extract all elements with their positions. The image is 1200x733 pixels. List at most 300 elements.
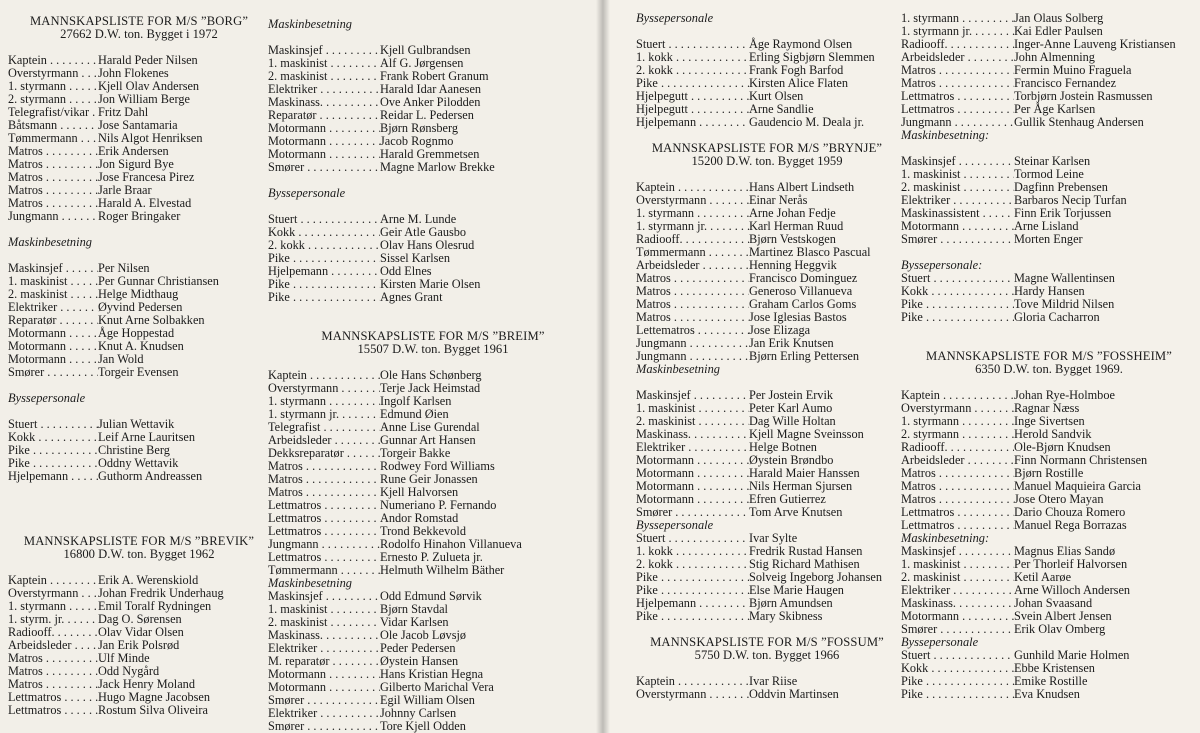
crew-name: Anne Lise Gurendal bbox=[380, 420, 480, 434]
ship-details: 5750 D.W. ton. Bygget 1966 bbox=[694, 648, 840, 662]
crew-name: Kirsten Marie Olsen bbox=[380, 277, 481, 291]
crew-role: Arbeidsleder . . . bbox=[901, 51, 1014, 64]
line-spacer bbox=[268, 304, 598, 317]
crew-role: Maskinsjef . . . bbox=[901, 545, 1014, 558]
crew-name: Hugo Magne Jacobsen bbox=[98, 690, 211, 704]
crew-role: Kaptein . . . bbox=[636, 675, 749, 688]
ship-details: 15507 D.W. ton. Bygget 1961 bbox=[357, 342, 509, 356]
crew-role: 1. styrm. jr. . . . bbox=[8, 613, 98, 626]
crew-name: Bjørn Erling Pettersen bbox=[749, 349, 859, 363]
crew-role: Kaptein . . . bbox=[901, 389, 1014, 402]
crew-name: Egil William Olsen bbox=[380, 693, 475, 707]
crew-name: Tom Arve Knutsen bbox=[749, 505, 843, 519]
crew-role: Overstyrmann . . . bbox=[636, 194, 749, 207]
section-title: Byssepersonale bbox=[636, 11, 714, 25]
left-page-column-1 bbox=[8, 15, 270, 717]
crew-role: Motormann . . . bbox=[901, 220, 1014, 233]
crew-role: Kokk . . . bbox=[901, 662, 1014, 675]
crew-role: Matros . . . bbox=[636, 311, 749, 324]
crew-row bbox=[636, 688, 898, 701]
crew-name: Jose Elizaga bbox=[749, 323, 811, 337]
crew-name: Arne M. Lunde bbox=[380, 212, 457, 226]
crew-row bbox=[8, 210, 270, 223]
crew-name: Efren Gutierrez bbox=[749, 492, 826, 506]
crew-name: Edmund Øien bbox=[380, 407, 449, 421]
crew-role: Maskinsjef . . . bbox=[268, 590, 380, 603]
crew-role: 2. styrmann . . . bbox=[901, 428, 1014, 441]
section-title: Byssepersonale bbox=[268, 186, 346, 200]
crew-role: 2. maskinist . . . bbox=[268, 616, 380, 629]
crew-name: Jan Olaus Solberg bbox=[1014, 11, 1104, 25]
crew-name: Dario Chouza Romero bbox=[1014, 505, 1126, 519]
crew-role: Pike . . . bbox=[8, 444, 98, 457]
crew-name: Finn Normann Christensen bbox=[1014, 453, 1148, 467]
crew-name: Helmuth Wilhelm Bäther bbox=[380, 563, 505, 577]
crew-name: Helge Midthaug bbox=[98, 287, 179, 301]
crew-name: Sissel Karlsen bbox=[380, 251, 451, 265]
crew-name: Karl Herman Ruud bbox=[749, 219, 844, 233]
crew-role: Stuert . . . bbox=[901, 649, 1014, 662]
crew-name: Johan Fredrik Underhaug bbox=[98, 586, 224, 600]
crew-role: Matros . . . bbox=[901, 480, 1014, 493]
crew-role: Lettmatros . . . bbox=[901, 506, 1014, 519]
crew-role: Smører . . . bbox=[901, 623, 1014, 636]
crew-role: Matros . . . bbox=[268, 460, 380, 473]
crew-name: Torgeir Evensen bbox=[98, 365, 179, 379]
crew-name: Reidar L. Pedersen bbox=[380, 108, 474, 122]
crew-name: Erik Andersen bbox=[98, 144, 169, 158]
crew-name: Fritz Dahl bbox=[98, 105, 149, 119]
crew-list-heading: MANNSKAPSLISTE FOR M/S ”BREIM” bbox=[321, 329, 545, 343]
crew-row bbox=[901, 233, 1197, 246]
crew-name: Agnes Grant bbox=[380, 290, 443, 304]
crew-role: Maskinass. . . . bbox=[901, 597, 1014, 610]
crew-role: Pike . . . bbox=[268, 278, 380, 291]
crew-role: Matros . . . bbox=[901, 64, 1014, 77]
crew-name: Steinar Karlsen bbox=[1014, 154, 1091, 168]
crew-name: Åge Hoppestad bbox=[98, 326, 175, 340]
line-spacer bbox=[901, 324, 1197, 337]
crew-role: Matros . . . bbox=[8, 652, 98, 665]
crew-name: Peter Karl Aumo bbox=[749, 401, 833, 415]
crew-name: Frank Fogh Barfod bbox=[749, 63, 844, 77]
ship-details: 6350 D.W. ton. Bygget 1969. bbox=[975, 362, 1123, 376]
crew-row bbox=[268, 161, 598, 174]
crew-role: Tømmermann . . . bbox=[636, 246, 749, 259]
crew-name: Ingolf Karlsen bbox=[380, 394, 452, 408]
crew-role: Motormann . . . bbox=[636, 454, 749, 467]
crew-name: Gloria Cacharron bbox=[1014, 310, 1100, 324]
crew-name: Kjell Gulbrandsen bbox=[380, 43, 471, 57]
crew-name: Finn Erik Torjussen bbox=[1014, 206, 1112, 220]
crew-name: Åge Raymond Olsen bbox=[749, 37, 853, 51]
crew-name: Herold Sandvik bbox=[1014, 427, 1092, 441]
section-title: Maskinbesetning bbox=[8, 235, 92, 249]
crew-role: Lettmatros . . . bbox=[8, 704, 98, 717]
crew-name: Knut Arne Solbakken bbox=[98, 313, 205, 327]
crew-role: Telegrafist . . . bbox=[268, 421, 380, 434]
crew-name: Ebbe Kristensen bbox=[1014, 661, 1095, 675]
crew-name: Ove Anker Pilodden bbox=[380, 95, 481, 109]
crew-name: Ole Jacob Løvsjø bbox=[380, 628, 467, 642]
crew-name: Jose Iglesias Bastos bbox=[749, 310, 847, 324]
crew-role: Matros . . . bbox=[8, 184, 98, 197]
crew-role: Lettmatros . . . bbox=[901, 519, 1014, 532]
crew-role: Hjelpemann . . . bbox=[268, 265, 380, 278]
crew-name: Numeriano P. Fernando bbox=[380, 498, 497, 512]
crew-role: Kokk . . . bbox=[268, 226, 380, 239]
crew-row bbox=[268, 252, 598, 265]
crew-role: 2. maskinist . . . bbox=[901, 571, 1014, 584]
crew-name: Jon Sigurd Bye bbox=[98, 157, 174, 171]
crew-name: Leif Arne Lauritsen bbox=[98, 430, 195, 444]
crew-name: Hardy Hansen bbox=[1014, 284, 1085, 298]
crew-role: Jungmann . . . bbox=[901, 116, 1014, 129]
crew-role: 1. styrmann . . . bbox=[8, 80, 98, 93]
crew-role: Lettmatros . . . bbox=[268, 525, 380, 538]
crew-role: Radiooff. . . . bbox=[901, 441, 1014, 454]
crew-name: Bjørn Vestskogen bbox=[749, 232, 836, 246]
crew-role: Pike . . . bbox=[636, 571, 749, 584]
crew-role: Stuert . . . bbox=[636, 532, 749, 545]
crew-role: 1. styrmann . . . bbox=[636, 207, 749, 220]
crew-name: Bjørn Rostille bbox=[1014, 466, 1084, 480]
crew-row bbox=[268, 291, 598, 304]
line-spacer bbox=[8, 496, 270, 509]
crew-role: Matros . . . bbox=[8, 158, 98, 171]
crew-role: Pike . . . bbox=[901, 688, 1014, 701]
crew-role: Motormann . . . bbox=[268, 148, 380, 161]
crew-role: Elektriker . . . bbox=[901, 584, 1014, 597]
right-page-column-1 bbox=[636, 12, 898, 701]
crew-name: Inger-Anne Lauveng Kristiansen bbox=[1014, 37, 1176, 51]
crew-role: 2. styrmann . . . bbox=[8, 93, 98, 106]
crew-name: Julian Wettavik bbox=[98, 417, 175, 431]
crew-role: Jungmann . . . bbox=[8, 210, 98, 223]
crew-name: Alf G. Jørgensen bbox=[380, 56, 464, 70]
crew-role: Pike . . . bbox=[901, 298, 1014, 311]
crew-role: Arbeidsleder . . . bbox=[636, 259, 749, 272]
crew-name: Arne Lisland bbox=[1014, 219, 1079, 233]
crew-name: Henning Heggvik bbox=[749, 258, 837, 272]
crew-role: Kaptein . . . bbox=[268, 369, 380, 382]
crew-name: Ernesto P. Zulueta jr. bbox=[380, 550, 483, 564]
crew-name: Magnus Elias Sandø bbox=[1014, 544, 1116, 558]
crew-role: Pike . . . bbox=[268, 252, 380, 265]
right-page-column-2 bbox=[901, 12, 1197, 701]
crew-name: Jose Francesa Pirez bbox=[98, 170, 195, 184]
crew-role: Matros . . . bbox=[8, 145, 98, 158]
crew-name: Tormod Leine bbox=[1014, 167, 1084, 181]
crew-role: Elektriker . . . bbox=[8, 301, 98, 314]
crew-name: Francisco Fernandez bbox=[1014, 76, 1117, 90]
crew-name: Generoso Villanueva bbox=[749, 284, 853, 298]
crew-list-heading: MANNSKAPSLISTE FOR M/S ”BORG” bbox=[29, 14, 249, 28]
crew-role: Reparatør . . . bbox=[268, 109, 380, 122]
crew-role: Motormann . . . bbox=[268, 122, 380, 135]
crew-name: Ragnar Næss bbox=[1014, 401, 1080, 415]
crew-row bbox=[636, 116, 898, 129]
crew-row bbox=[268, 720, 598, 733]
crew-name: Bjørn Stavdal bbox=[380, 602, 448, 616]
crew-role: Maskinsjef . . . bbox=[636, 389, 749, 402]
crew-role: Stuert . . . bbox=[8, 418, 98, 431]
crew-role: 2. maskinist . . . bbox=[268, 70, 380, 83]
crew-name: Jon William Berge bbox=[98, 92, 190, 106]
crew-name: Harald A. Elvestad bbox=[98, 196, 192, 210]
crew-name: Per Thorleif Halvorsen bbox=[1014, 557, 1128, 571]
crew-name: Ivar Sylte bbox=[749, 531, 798, 545]
crew-name: Roger Bringaker bbox=[98, 209, 181, 223]
crew-name: Ole Hans Schønberg bbox=[380, 368, 482, 382]
crew-role: Motormann . . . bbox=[268, 681, 380, 694]
crew-name: Barbaros Necip Turfan bbox=[1014, 193, 1127, 207]
crew-role: Maskinsjef . . . bbox=[268, 44, 380, 57]
crew-list-heading: MANNSKAPSLISTE FOR M/S ”FOSSUM” bbox=[650, 635, 884, 649]
crew-name: Erik A. Werenskiold bbox=[98, 573, 199, 587]
crew-role: 1. styrmann . . . bbox=[268, 395, 380, 408]
crew-role: Motormann . . . bbox=[8, 353, 98, 366]
crew-role: Pike . . . bbox=[636, 584, 749, 597]
crew-name: Nils Herman Sjursen bbox=[749, 479, 853, 493]
crew-role: Kaptein . . . bbox=[8, 574, 98, 587]
crew-role: Dekksreparatør . . . bbox=[268, 447, 380, 460]
crew-name: Kjell Olav Andersen bbox=[98, 79, 200, 93]
crew-name: Geir Atle Gausbo bbox=[380, 225, 467, 239]
crew-role: 2. kokk . . . bbox=[636, 64, 749, 77]
crew-role: Arbeidsleder . . . bbox=[268, 434, 380, 447]
crew-role: 2. maskinist . . . bbox=[901, 181, 1014, 194]
crew-name: Gilberto Marichal Vera bbox=[380, 680, 494, 694]
crew-role: Pike . . . bbox=[901, 675, 1014, 688]
crew-name: Per Gunnar Christiansen bbox=[98, 274, 219, 288]
crew-role: Hjelpegutt . . . bbox=[636, 103, 749, 116]
crew-name: Guthorm Andreassen bbox=[98, 469, 203, 483]
crew-name: Øystein Hansen bbox=[380, 654, 459, 668]
crew-role: 1. maskinist . . . bbox=[901, 558, 1014, 571]
crew-role: Lettmatros . . . bbox=[901, 103, 1014, 116]
crew-name: Jan Erik Polsrød bbox=[98, 638, 180, 652]
crew-name: Jose Otero Mayan bbox=[1014, 492, 1104, 506]
crew-name: Oddny Wettavik bbox=[98, 456, 179, 470]
crew-role: Matros . . . bbox=[268, 486, 380, 499]
crew-role: 1. styrmann jr. . . . bbox=[268, 408, 380, 421]
book-gutter bbox=[596, 0, 610, 733]
crew-role: 2. maskinist . . . bbox=[8, 288, 98, 301]
crew-row bbox=[8, 366, 270, 379]
crew-role: Reparatør . . . bbox=[8, 314, 98, 327]
crew-role: 1. kokk . . . bbox=[636, 545, 749, 558]
ship-details: 16800 D.W. ton. Bygget 1962 bbox=[63, 547, 215, 561]
crew-role: Tømmermann . . . bbox=[268, 564, 380, 577]
crew-name: Rodwey Ford Williams bbox=[380, 459, 495, 473]
crew-role: 1. maskinist . . . bbox=[268, 57, 380, 70]
crew-role: 1. styrmann jr. . . . bbox=[901, 25, 1014, 38]
crew-name: Rodolfo Hinahon Villanueva bbox=[380, 537, 522, 551]
crew-role: 2. maskinist . . . bbox=[636, 415, 749, 428]
crew-role: Motormann . . . bbox=[268, 668, 380, 681]
crew-name: Emike Rostille bbox=[1014, 674, 1088, 688]
crew-role: 2. kokk . . . bbox=[636, 558, 749, 571]
crew-name: Arne Johan Fedje bbox=[749, 206, 836, 220]
crew-name: Trond Bekkevold bbox=[380, 524, 466, 538]
section-title: Maskinbesetning: bbox=[901, 531, 990, 545]
crew-name: Gullik Stenhaug Andersen bbox=[1014, 115, 1144, 129]
crew-name: Hans Kristian Hegna bbox=[380, 667, 484, 681]
crew-role: Maskinsjef . . . bbox=[901, 155, 1014, 168]
crew-role: Matros . . . bbox=[901, 467, 1014, 480]
crew-name: Gaudencio M. Deala jr. bbox=[749, 115, 865, 129]
crew-role: Maskinassistent . . . bbox=[901, 207, 1014, 220]
crew-name: Kai Edler Paulsen bbox=[1014, 24, 1103, 38]
crew-name: Olav Hans Olesrud bbox=[380, 238, 475, 252]
right-page bbox=[603, 0, 1200, 733]
crew-role: Smører . . . bbox=[901, 233, 1014, 246]
crew-role: 2. kokk . . . bbox=[268, 239, 380, 252]
crew-name: Per Nilsen bbox=[98, 261, 150, 275]
crew-name: Harald Peder Nilsen bbox=[98, 53, 198, 67]
crew-name: Einar Nerås bbox=[749, 193, 808, 207]
crew-role: 1. styrmann . . . bbox=[8, 600, 98, 613]
crew-name: Harald Maier Hanssen bbox=[749, 466, 860, 480]
section-title: Maskinbesetning: bbox=[901, 128, 990, 142]
crew-name: John Flokenes bbox=[98, 66, 169, 80]
crew-name: Øystein Brøndbo bbox=[749, 453, 834, 467]
crew-name: Terje Jack Heimstad bbox=[380, 381, 481, 395]
crew-role: Pike . . . bbox=[636, 77, 749, 90]
crew-name: Vidar Karlsen bbox=[380, 615, 449, 629]
crew-name: Harald Idar Aanesen bbox=[380, 82, 482, 96]
crew-role: Overstyrmann . . . bbox=[8, 587, 98, 600]
crew-role: Pike . . . bbox=[636, 610, 749, 623]
section-title: Maskinbesetning bbox=[268, 17, 352, 31]
crew-role: Matros . . . bbox=[8, 678, 98, 691]
crew-role: Motormann . . . bbox=[268, 135, 380, 148]
crew-name: Graham Carlos Goms bbox=[749, 297, 857, 311]
crew-role: Hjelpemann . . . bbox=[636, 597, 749, 610]
crew-name: Svein Albert Jensen bbox=[1014, 609, 1112, 623]
crew-name: Mary Skibness bbox=[749, 609, 823, 623]
crew-name: Tore Kjell Odden bbox=[380, 719, 466, 733]
crew-row bbox=[901, 311, 1197, 324]
crew-name: Else Marie Haugen bbox=[749, 583, 844, 597]
crew-name: Gunnar Art Hansen bbox=[380, 433, 476, 447]
crew-role: Elektriker . . . bbox=[268, 707, 380, 720]
crew-name: Erling Sigbjørn Slemmen bbox=[749, 50, 875, 64]
crew-role: Lettmatros . . . bbox=[268, 512, 380, 525]
crew-role: Radiooff. . . . bbox=[636, 233, 749, 246]
crew-name: Jack Henry Moland bbox=[98, 677, 195, 691]
crew-role: Matros . . . bbox=[901, 77, 1014, 90]
crew-role: Smører . . . bbox=[268, 694, 380, 707]
crew-name: John Almenning bbox=[1014, 50, 1095, 64]
crew-name: Erik Olav Omberg bbox=[1014, 622, 1106, 636]
crew-role: Lettmatros . . . bbox=[268, 499, 380, 512]
section-title: Byssepersonale bbox=[901, 635, 979, 649]
crew-row bbox=[8, 470, 270, 483]
crew-role: Kaptein . . . bbox=[8, 54, 98, 67]
crew-role: Kokk . . . bbox=[901, 285, 1014, 298]
crew-role: Smører . . . bbox=[8, 366, 98, 379]
crew-name: Kurt Olsen bbox=[749, 89, 804, 103]
section-title: Byssepersonale: bbox=[901, 258, 983, 272]
crew-role: Jungmann . . . bbox=[268, 538, 380, 551]
crew-name: Hans Albert Lindseth bbox=[749, 180, 855, 194]
crew-role: Radiooff. . . . bbox=[901, 38, 1014, 51]
crew-name: Emil Toralf Rydningen bbox=[98, 599, 212, 613]
crew-role: Matros . . . bbox=[8, 197, 98, 210]
crew-role: Hjelpemann . . . bbox=[8, 470, 98, 483]
crew-name: Per Åge Karlsen bbox=[1014, 102, 1096, 116]
crew-role: Motormann . . . bbox=[901, 610, 1014, 623]
crew-name: Per Jostein Ervik bbox=[749, 388, 834, 402]
section-title: Byssepersonale bbox=[636, 518, 714, 532]
crew-name: Rostum Silva Oliveira bbox=[98, 703, 208, 717]
crew-row bbox=[8, 704, 270, 717]
crew-role: Stuert . . . bbox=[268, 213, 380, 226]
crew-name: Torgeir Bakke bbox=[380, 446, 451, 460]
crew-role: Kokk . . . bbox=[8, 431, 98, 444]
crew-role: Hjelpemann . . . bbox=[636, 116, 749, 129]
crew-list-heading: MANNSKAPSLISTE FOR M/S ”BREVIK” bbox=[23, 534, 255, 548]
crew-role: Maskinass. . . . bbox=[268, 629, 380, 642]
crew-name: Kjell Halvorsen bbox=[380, 485, 459, 499]
crew-role: Hjelpegutt . . . bbox=[636, 90, 749, 103]
crew-role: Motormann . . . bbox=[8, 327, 98, 340]
crew-name: Manuel Rega Borrazas bbox=[1014, 518, 1127, 532]
crew-role: Matros . . . bbox=[636, 272, 749, 285]
crew-role: 1. maskinist . . . bbox=[8, 275, 98, 288]
crew-name: Kjell Magne Sveinsson bbox=[749, 427, 864, 441]
crew-role: Båtsmann . . . bbox=[8, 119, 98, 132]
crew-role: Matros . . . bbox=[636, 285, 749, 298]
crew-role: Lettmatros . . . bbox=[268, 551, 380, 564]
crew-name: Olav Vidar Olsen bbox=[98, 625, 184, 639]
crew-role: Pike . . . bbox=[8, 457, 98, 470]
crew-name: Dagfinn Prebensen bbox=[1014, 180, 1108, 194]
crew-role: Elektriker . . . bbox=[268, 83, 380, 96]
crew-role: Matros . . . bbox=[8, 665, 98, 678]
crew-name: Fredrik Rustad Hansen bbox=[749, 544, 863, 558]
crew-name: Ketil Aarøe bbox=[1014, 570, 1072, 584]
crew-name: Øyvind Pedersen bbox=[98, 300, 183, 314]
crew-name: Gunhild Marie Holmen bbox=[1014, 648, 1130, 662]
crew-role: 1. styrmann . . . bbox=[901, 415, 1014, 428]
crew-role: Elektriker . . . bbox=[901, 194, 1014, 207]
crew-name: Solveig Ingeborg Johansen bbox=[749, 570, 882, 584]
crew-role: Smører . . . bbox=[636, 506, 749, 519]
crew-role: Pike . . . bbox=[268, 291, 380, 304]
crew-name: Frank Robert Granum bbox=[380, 69, 489, 83]
line-spacer bbox=[8, 483, 270, 496]
crew-name: Jose Santamaria bbox=[98, 118, 178, 132]
crew-name: Odd Edmund Sørvik bbox=[380, 589, 482, 603]
crew-name: Johan Svaasand bbox=[1014, 596, 1093, 610]
crew-name: Rune Geir Jonassen bbox=[380, 472, 478, 486]
crew-role: Maskinass. . . . bbox=[636, 428, 749, 441]
crew-role: Motormann . . . bbox=[8, 340, 98, 353]
crew-role: M. reparatør . . . bbox=[268, 655, 380, 668]
crew-role: 1. kokk . . . bbox=[636, 51, 749, 64]
crew-name: Kirsten Alice Flaten bbox=[749, 76, 849, 90]
left-page-column-2 bbox=[268, 18, 598, 733]
crew-name: Andor Romstad bbox=[380, 511, 459, 525]
crew-role: 1. maskinist . . . bbox=[636, 402, 749, 415]
crew-name: Ulf Minde bbox=[98, 651, 150, 665]
crew-name: Magne Marlow Brekke bbox=[380, 160, 495, 174]
crew-role: Pike . . . bbox=[901, 311, 1014, 324]
crew-name: Harald Gremmetsen bbox=[380, 147, 480, 161]
